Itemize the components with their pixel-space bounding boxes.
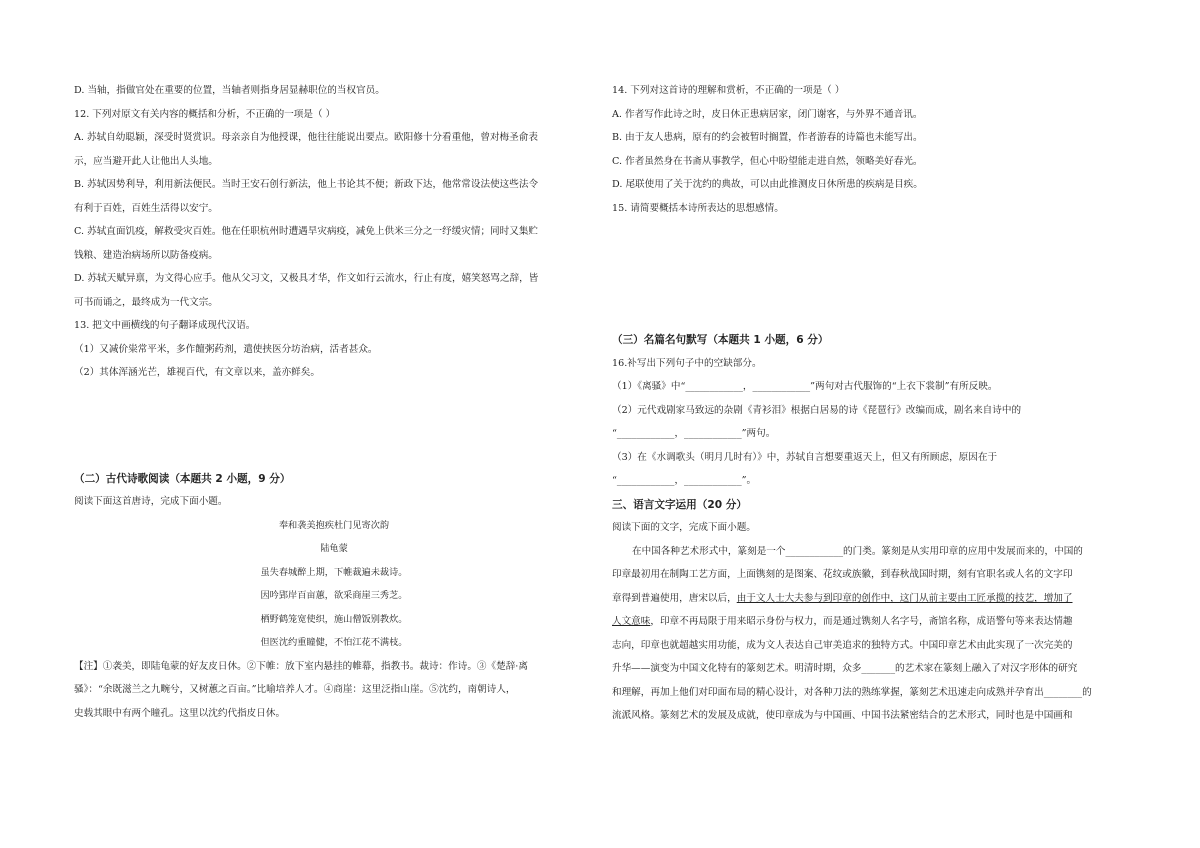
question-13: 13. 把文中画横线的句子翻译成现代汉语。 (74, 320, 256, 331)
q16-item-2: （2）元代戏剧家马致远的杂剧《青衫泪》根据白居易的诗《琵琶行》改编而成，剧名来自诗中的 (612, 404, 1022, 416)
q16-item-1: （1）《离骚》中“____________，____________”两句对古代服饰的“上衣下裳制”有所反映。 (612, 381, 998, 392)
passage-text: ，印章不再局限于用来昭示身份与权力，而是通过镌刻人名字号，斋馆名称，成语警句等来表达情趣 (650, 616, 1073, 627)
passage-line-6: 升华——演变为中国文化特有的篆刻艺术。明清时期，众多_______的艺术家在篆刻上融入了对汉字形体的研究 (612, 663, 1078, 674)
q16-item-3-cont: “____________，____________”。 (612, 475, 757, 486)
poem-line-3: 栖野鹤笼宽使织，施山僧饭别教炊。 (260, 613, 408, 625)
passage-line-3 (612, 592, 1152, 616)
poem-line-1: 虽失春城醉上期，下帷裁遍未裁诗。 (260, 566, 408, 578)
q12-option-a: A. 苏轼自幼聪颖，深受时贤赏识。母亲亲自为他授课，他往往能说出要点。欧阳修十分看重他，曾对梅圣俞表 (74, 132, 538, 143)
passage-line-8: 流派风格。篆刻艺术的发展及成就，使印章成为与中国画、中国书法紧密结合的艺术形式，同时也是中国画和 (612, 710, 1073, 721)
poem-line-2: 因吟郢岸百亩蕙，欲采商崖三秀芝。 (260, 590, 408, 601)
question-16: 16.补写出下列句子中的空缺部分。 (612, 357, 762, 369)
section-3-heading: （三）名篇名句默写（本题共 1 小题，6 分） (612, 334, 829, 346)
passage-line-1: 在中国各种艺术形式中，篆刻是一个____________的门类。篆刻是从实用印章的应用中发展而来的，中国的 (632, 545, 1083, 557)
q16-item-2-cont: “____________，____________”两句。 (612, 428, 776, 439)
underlined-sentence-end: 人文意味 (612, 616, 651, 627)
left-line-1: D. 当轴，指做官处在重要的位置，当轴者则指身居显赫职位的当权官员。 (74, 85, 385, 96)
q13-sentence-1: （1）又减价粜常平米，多作饘粥药剂，遣使挟医分坊治病，活者甚众。 (74, 343, 378, 355)
q12-option-a-cont: 示，应当避开此人让他出人头地。 (74, 155, 218, 167)
q14-option-d: D. 尾联使用了关于沈约的典故，可以由此推测皮日休所患的疾病是目疾。 (612, 179, 923, 190)
part-3-heading: 三、语言文字运用（20 分） (612, 498, 747, 511)
q12-option-c-cont: 钱粮、建造治病场所以防备疫病。 (74, 249, 218, 261)
left-column (74, 84, 594, 730)
poem-line-4: 但医沈约重瞳健，不怕江花不满枝。 (260, 637, 408, 648)
section-2-intro: 阅读下面这首唐诗，完成下面小题。 (74, 496, 228, 507)
part-3-intro: 阅读下面的文字，完成下面小题。 (612, 522, 756, 533)
underlined-sentence: 由于文人士大夫参与到印章的创作中，这门从前主要由工匠承揽的技艺，增加了 (736, 592, 1073, 604)
passage-text: 章得到普遍使用，唐宋以后， (612, 592, 737, 604)
question-12: 12. 下列对原文有关内容的概括和分析，不正确的一项是（ ） (74, 108, 336, 120)
question-15: 15. 请简要概括本诗所表达的思想感情。 (612, 202, 784, 214)
section-2-heading: （二）古代诗歌阅读（本题共 2 小题，9 分） (74, 472, 291, 485)
question-14: 14. 下列对这首诗的理解和赏析，不正确的一项是（ ） (612, 85, 845, 96)
q12-option-d-cont: 可书而诵之，最终成为一代文宗。 (74, 296, 218, 308)
passage-line-4 (612, 615, 1152, 639)
q12-option-b-cont: 有利于百姓，百姓生活得以安宁。 (74, 202, 218, 214)
answer-space (612, 225, 1152, 333)
q12-option-b: B. 苏轼因势利导，利用新法便民。当时王安石创行新法，他上书论其不便；新政下达，他常常设法使这些法令 (74, 179, 539, 190)
poem-note-2: 骚》：“余既滋兰之九畹兮，又树蕙之百亩。”比喻培养人才。④商崖：这里泛指山崖。⑤沈约，南朝诗人， (74, 684, 516, 695)
q13-sentence-2: （2）其体浑涵光芒，雄视百代，有文章以来，盖亦鲜矣。 (74, 367, 320, 378)
q12-option-c: C. 苏轼直面饥疫，解救受灾百姓。他在任职杭州时遭遇旱灾病疫，减免上供米三分之一纾缓灾情；同时又集贮 (74, 226, 539, 237)
right-column (612, 84, 1152, 733)
q14-option-c: C. 作者虽然身在书斋从事教学，但心中盼望能走进自然，领略美好春光。 (612, 155, 923, 167)
poem-note-1: 【注】①袭美，即陆龟蒙的好友皮日休。②下帷：放下室内悬挂的帷幕，指教书。裁诗：作诗。③《楚辞·离 (74, 660, 528, 672)
passage-line-2: 印章最初用在制陶工艺方面，上面镌刻的是图案、花纹或族徽，到春秋战国时期，刻有官职名或人名的文字印 (612, 569, 1073, 580)
q14-option-b: B. 由于友人患病，原有的约会被暂时搁置，作者游春的诗篇也未能写出。 (612, 132, 923, 143)
q12-option-d: D. 苏轼天赋异禀，为文得心应手。他从父习文，又极具才华，作文如行云流水，行止有度，嬉笑怒骂之辞，皆 (74, 273, 539, 284)
poem-author: 陆龟蒙 (320, 543, 348, 554)
poem-title: 奉和袭美抱疾杜门见寄次韵 (278, 519, 390, 531)
answer-space (74, 390, 594, 472)
poem-note-3: 史载其眼中有两个瞳孔。这里以沈约代指皮日休。 (74, 707, 286, 719)
passage-line-7: 和理解，再加上他们对印面布局的精心设计，对各种刀法的熟练掌握，篆刻艺术迅速走向成熟并孕育出________的 (612, 686, 1092, 698)
q14-option-a: A. 作者写作此诗之时，皮日休正患病居家，闭门谢客，与外界不通音讯。 (612, 108, 923, 120)
passage-line-5: 志向，印章也就超越实用功能，成为文人表达自己审美追求的独特方式。中国印章艺术由此实现了一次完美的 (612, 639, 1073, 651)
q16-item-3: （3）在《水调歌头（明月几时有）》中，苏轼自言想要重返天上，但又有所顾虑，原因在于 (612, 451, 998, 463)
